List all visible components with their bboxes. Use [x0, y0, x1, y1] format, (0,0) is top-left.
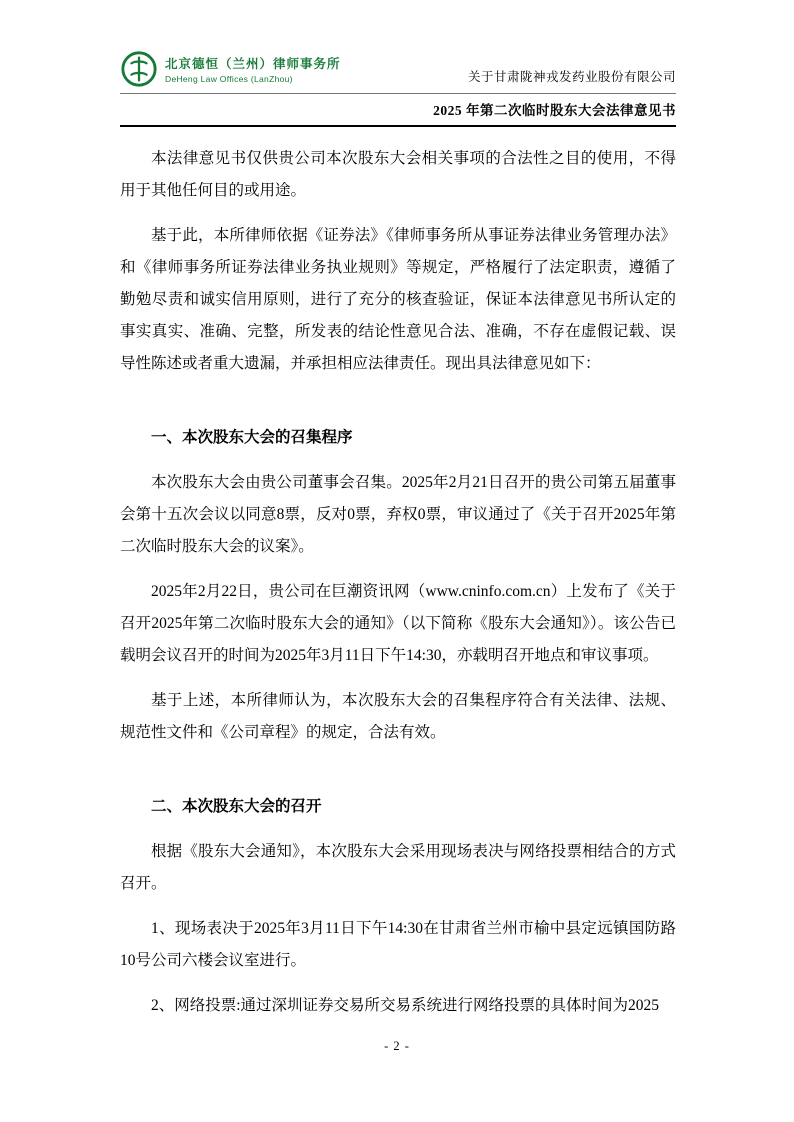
paragraph: 基于上述，本所律师认为，本次股东大会的召集程序符合有关法律、法规、规范性文件和《公司章程》的规定，合法有效。 — [120, 692, 676, 741]
law-firm-logo — [120, 50, 341, 88]
paragraph: 1、现场表决于2025年3月11日下午14:30在甘肃省兰州市榆中县定远镇国防路10号公司六楼会议室进行。 — [120, 920, 676, 969]
paragraph: 2025年2月22日，贵公司在巨潮资讯网（www.cninfo.com.cn）上发布了《关于召开2025年第二次临时股东大会的通知》（以下简称《股东大会通知》）。该公告已载明会议召开的时间为2025年3月11日下午14:30，亦载明召开地点和审议事项。 — [120, 583, 676, 664]
header-top-row — [120, 50, 676, 94]
section-heading: 二、本次股东大会的召开 — [151, 798, 322, 815]
document-body — [120, 127, 676, 1022]
deheng-emblem-icon — [120, 50, 158, 88]
paragraph: 根据《股东大会通知》，本次股东大会采用现场表决与网络投票相结合的方式召开。 — [120, 843, 676, 892]
header-title-line2: 2025 年第二次临时股东大会法律意见书 — [120, 94, 676, 127]
document-footer — [0, 1039, 794, 1054]
section-heading: 一、本次股东大会的召集程序 — [151, 429, 353, 446]
header-title-line1: 关于甘肃陇神戎发药业股份有限公司 — [467, 70, 676, 84]
document-header — [120, 50, 676, 127]
paragraph: 基于此，本所律师依据《证券法》《律师事务所从事证券法律业务管理办法》和《律师事务所证券法律业务执业规则》等规定，严格履行了法定职责，遵循了勤勉尽责和诚实信用原则，进行了充分的核查验证，保证本法律意见书所认定的事实真实、准确、完整，所发表的结论性意见合法、准确，不存在虚假记载、误导性陈述或者重大遗漏，并承担相应法律责任。现出具法律意见如下： — [120, 227, 676, 372]
paragraph: 2、网络投票:通过深圳证券交易所交易系统进行网络投票的具体时间为2025 — [151, 997, 660, 1014]
logo-text-block — [165, 54, 341, 84]
page-number: - 2 - — [384, 1039, 410, 1053]
paragraph: 本法律意见书仅供贵公司本次股东大会相关事项的合法性之目的使用，不得用于其他任何目的或用途。 — [120, 150, 676, 199]
logo-text-cn: 北京德恒（兰州）律师事务所 — [165, 57, 341, 71]
logo-text-en: DeHeng Law Offices (LanZhou) — [165, 74, 293, 84]
paragraph: 本次股东大会由贵公司董事会召集。2025年2月21日召开的贵公司第五届董事会第十五次会议以同意8票，反对0票，弃权0票，审议通过了《关于召开2025年第二次临时股东大会的议案》。 — [120, 474, 676, 555]
